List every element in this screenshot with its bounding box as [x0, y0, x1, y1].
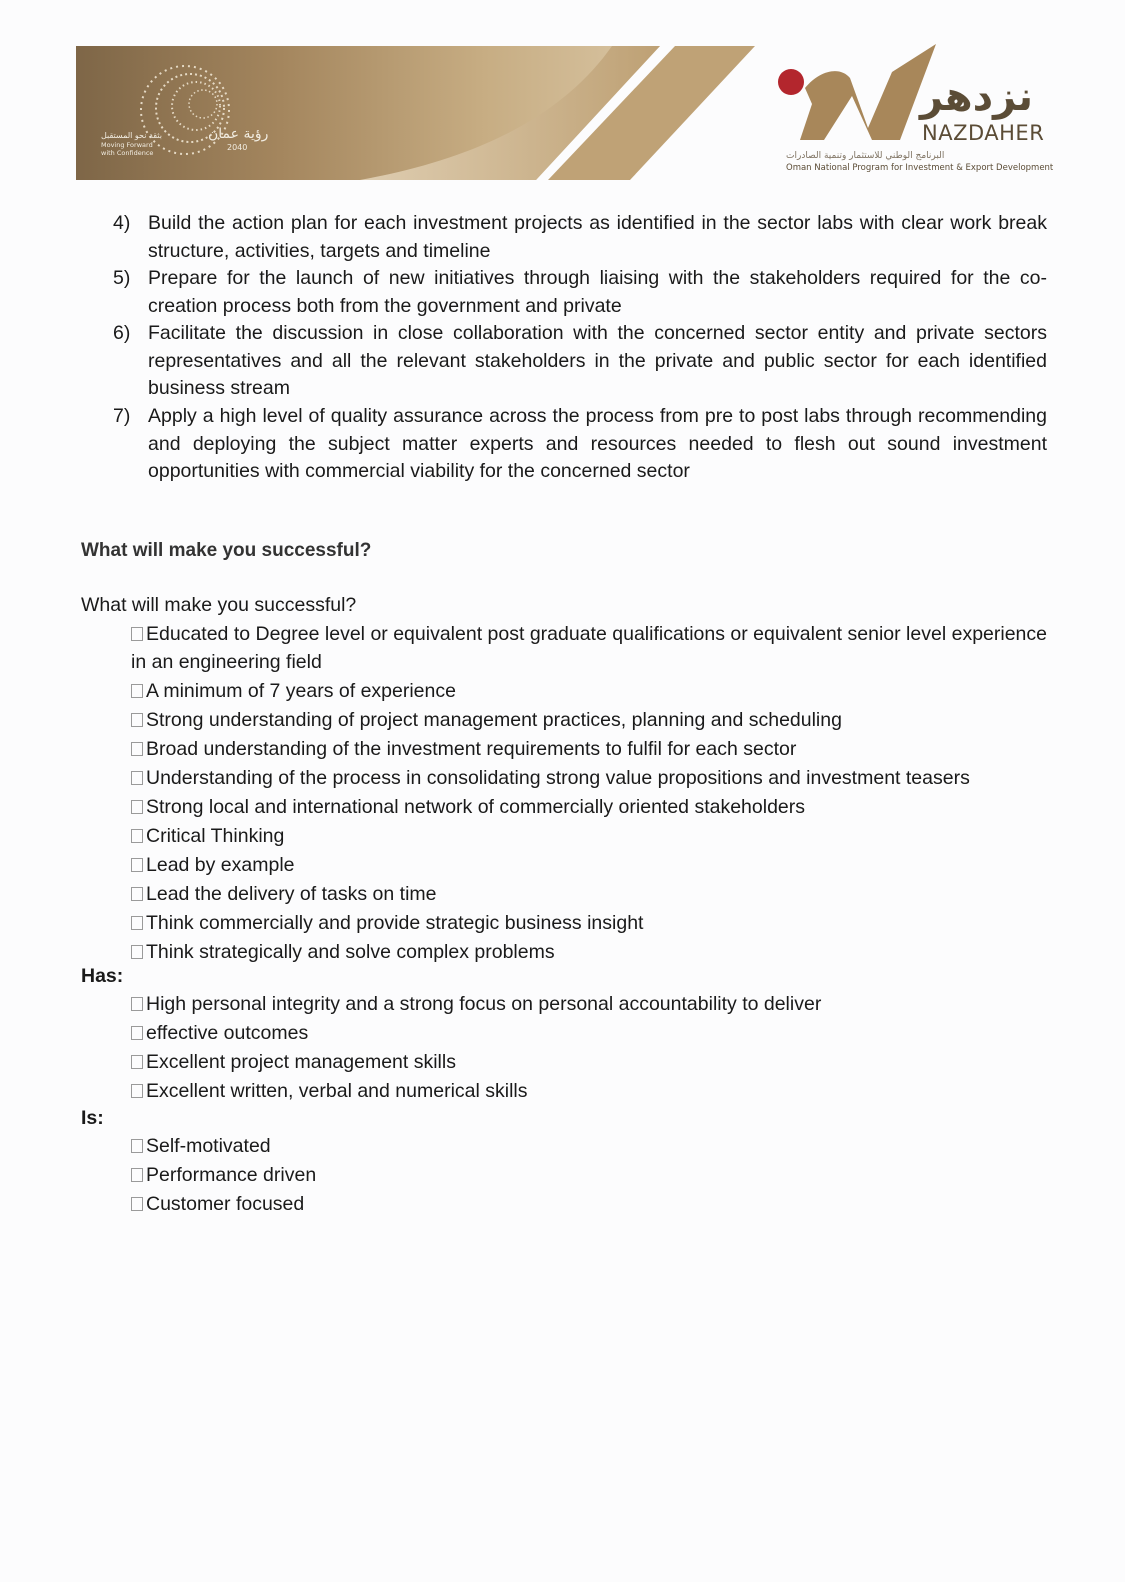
vision-tagline-english-1: Moving Forward [101, 141, 153, 149]
item-number: 5) [113, 267, 131, 289]
list-item [131, 1078, 1047, 1106]
brand-name-arabic: نزدهر [920, 74, 1034, 120]
list-item [131, 1162, 1047, 1190]
numbered-item [113, 265, 1047, 320]
list-item [131, 1191, 1047, 1219]
checkbox-icon [131, 684, 143, 698]
item-text: Facilitate the discussion in close collaboration with the concerned sector entity and private sectors representatives and all the relevant stakeholders in the private and public sector for each identified business stream [148, 322, 1047, 400]
list-item-text: Strong understanding of project management practices, planning and scheduling [146, 708, 842, 731]
list-item-text: Lead the delivery of tasks on time [146, 882, 437, 905]
checkbox-icon [131, 858, 143, 872]
list-item [131, 910, 1047, 938]
item-text: Build the action plan for each investment projects as identified in the sector labs with clear work break structure, activities, targets and timeline [148, 212, 1047, 262]
list-item-text: Broad understanding of the investment requirements to fulfil for each sector [146, 737, 797, 760]
list-item [131, 736, 1047, 764]
checkbox-icon [131, 887, 143, 901]
list-item [131, 1133, 1047, 1161]
list-item [131, 678, 1047, 706]
checkbox-icon [131, 945, 143, 959]
checkbox-icon [131, 1055, 143, 1069]
header-banner [0, 0, 1125, 200]
checkbox-icon [131, 800, 143, 814]
list-item-text: Strong local and international network of commercially oriented stakeholders [146, 795, 806, 818]
list-item-text: Think strategically and solve complex problems [146, 940, 555, 963]
brand-subtitle-arabic: البرنامج الوطني للاستثمار وتنمية الصادرات [786, 151, 945, 161]
list-item [131, 1049, 1047, 1077]
brand-subtitle-english: Oman National Program for Investment & Export Development [786, 163, 1054, 173]
list-item [131, 621, 1047, 676]
has-list [131, 991, 1047, 1107]
has-label: Has: [81, 965, 124, 987]
list-item-text: Customer focused [146, 1193, 305, 1215]
list-item [131, 707, 1047, 735]
numbered-item [113, 210, 1047, 265]
list-item [131, 939, 1047, 967]
is-list [131, 1133, 1047, 1220]
list-item [131, 794, 1047, 822]
numbered-item [113, 403, 1047, 486]
list-item-text: Educated to Degree level or equivalent post graduate qualifications or equivalent senior level experience in an engineering field [131, 623, 1047, 673]
list-item-text: Think commercially and provide strategic business insight [146, 911, 644, 934]
list-item-text: Performance driven [146, 1164, 317, 1186]
item-number: 6) [113, 322, 131, 344]
checkbox-icon [131, 1084, 143, 1098]
checkbox-icon [131, 1197, 143, 1211]
checkbox-icon [131, 1026, 143, 1040]
checkbox-icon [131, 1139, 143, 1153]
list-item-text: A minimum of 7 years of experience [146, 679, 456, 702]
list-item [131, 991, 1047, 1019]
vision-year: 2040 [227, 143, 248, 152]
list-item-text: High personal integrity and a strong focus on personal accountability to deliver [146, 993, 822, 1015]
item-text: Apply a high level of quality assurance across the process from pre to post labs through recommending and deploying the subject matter experts and resources needed to flesh out sound investment opportunities with commercial viability for the concerned sector [148, 405, 1047, 483]
brand-name-english: NAZDAHER [922, 121, 1045, 145]
item-number: 7) [113, 405, 131, 427]
nazdaher-logo-icon [778, 44, 936, 140]
vision-title-arabic: رؤية عمان [208, 126, 269, 142]
checkbox-icon [131, 829, 143, 843]
list-item-text: Lead by example [146, 853, 295, 876]
checkbox-icon [131, 916, 143, 930]
is-label: Is: [81, 1107, 104, 1129]
list-item-text: Understanding of the process in consolidating strong value propositions and investment teasers [146, 766, 970, 789]
list-item-text: Excellent project management skills [146, 1051, 456, 1073]
vision-tagline-arabic: بثقة نحو المستقبل [101, 131, 162, 140]
list-item [131, 881, 1047, 909]
list-item-text: Excellent written, verbal and numerical skills [146, 1080, 528, 1102]
numbered-item [113, 320, 1047, 403]
item-number: 4) [113, 212, 131, 234]
list-item [131, 823, 1047, 851]
list-item [131, 1020, 1047, 1048]
list-item [131, 852, 1047, 880]
checkbox-icon [131, 627, 143, 641]
vision-tagline-english-2: with Confidence [101, 149, 154, 157]
list-item-text: Critical Thinking [146, 824, 285, 847]
section-heading: What will make you successful? [81, 540, 372, 561]
checkbox-icon [131, 997, 143, 1011]
success-list [131, 621, 1047, 968]
list-item-text: effective outcomes [146, 1022, 309, 1044]
list-item-text: Self-motivated [146, 1135, 271, 1157]
list-item [131, 765, 1047, 793]
checkbox-icon [131, 1168, 143, 1182]
item-text: Prepare for the launch of new initiatives through liaising with the stakeholders required for the co-creation process both from the government and private [148, 267, 1047, 317]
checkbox-icon [131, 713, 143, 727]
checkbox-icon [131, 771, 143, 785]
section-intro: What will make you successful? [81, 594, 357, 616]
checkbox-icon [131, 742, 143, 756]
